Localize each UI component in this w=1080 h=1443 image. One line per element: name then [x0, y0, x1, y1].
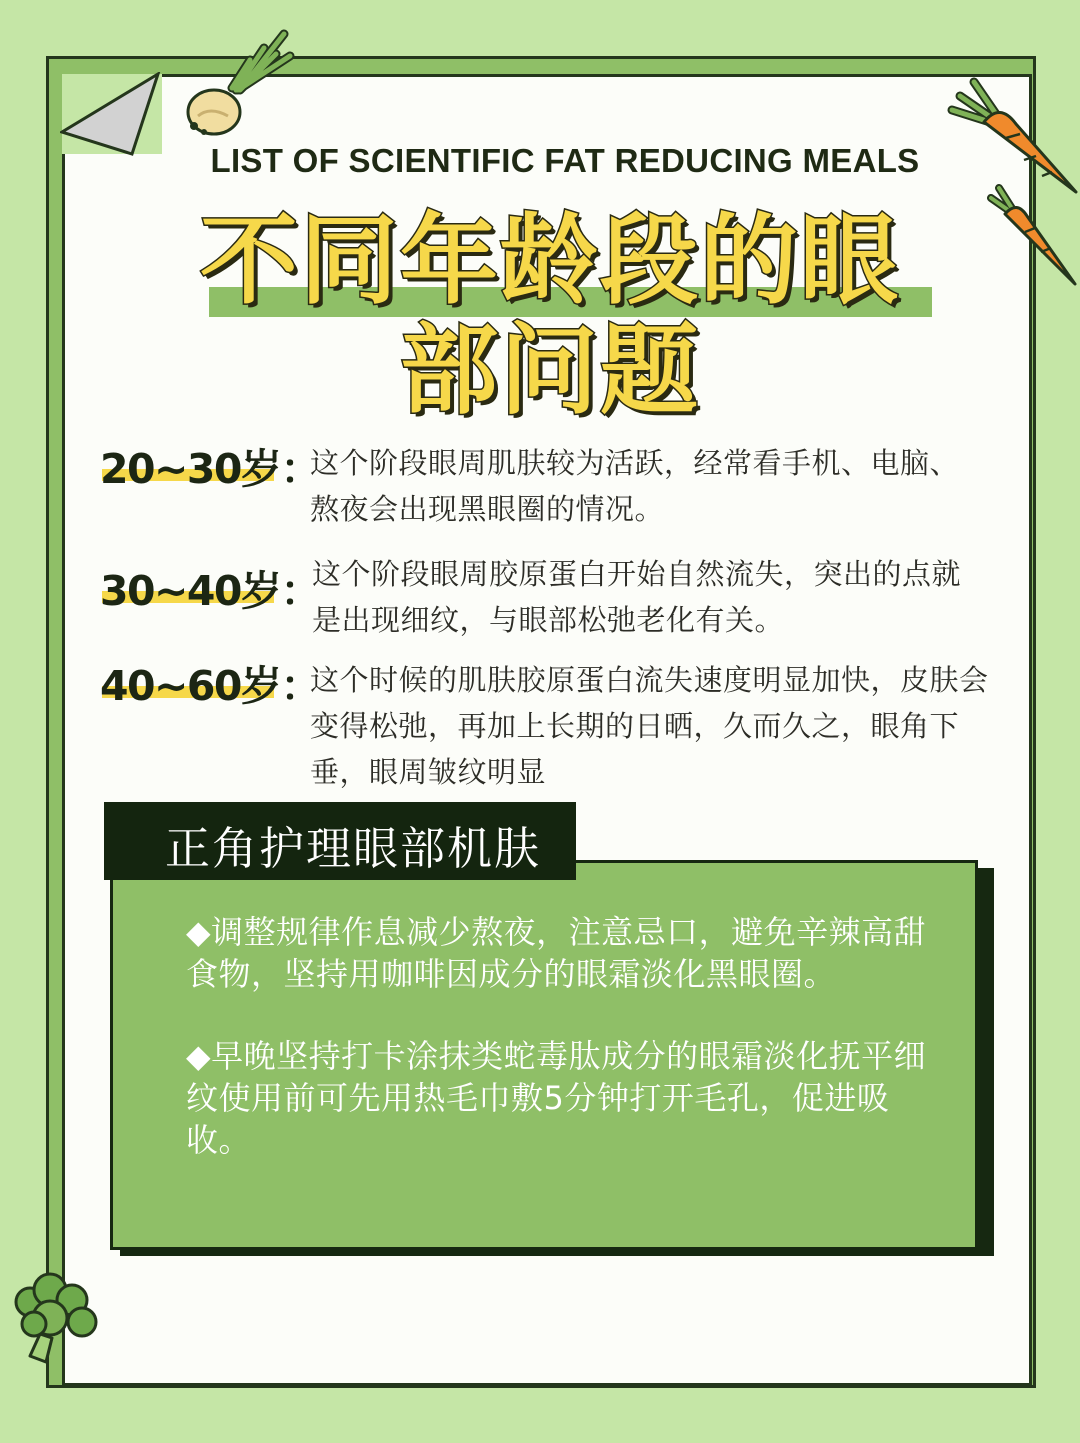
tip-item: ◆早晚坚持打卡涂抹类蛇毒肽成分的眼霜淡化抚平细纹使用前可先用热毛巾敷5分钟打开毛孔，促进吸收。 [186, 1037, 927, 1159]
main-title-line-1: 不同年龄段的眼 [199, 204, 900, 318]
age-label: 30~40岁： [100, 567, 320, 615]
carrot-small-icon [985, 176, 1080, 288]
age-description: 这个阶段眼周胶原蛋白开始自然流失，突出的点就是出现细纹，与眼部松弛老化有关。 [312, 557, 962, 637]
age-label: 40~60岁： [100, 662, 320, 710]
tips-heading: 正角护理眼部机肤 [165, 822, 542, 875]
age-description: 这个阶段眼周肌肤较为活跃，经常看手机、电脑、熬夜会出现黑眼圈的情况。 [310, 446, 960, 526]
english-subtitle: LIST OF SCIENTIFIC FAT REDUCING MEALS [210, 142, 920, 179]
onion-icon [180, 26, 300, 138]
main-title-line-2: 部问题 [399, 314, 700, 428]
age-label: 20~30岁： [100, 445, 320, 493]
tip-item: ◆调整规律作息减少熬夜，注意忌口，避免辛辣高甜食物，坚持用咖啡因成分的眼霜淡化黑眼圈。 [186, 913, 927, 993]
age-description: 这个时候的肌肤胶原蛋白流失速度明显加快，皮肤会变得松弛，再加上长期的日晒，久而久之，眼角下垂，眼周皱纹明显 [310, 663, 989, 789]
broccoli-icon [10, 1272, 106, 1364]
